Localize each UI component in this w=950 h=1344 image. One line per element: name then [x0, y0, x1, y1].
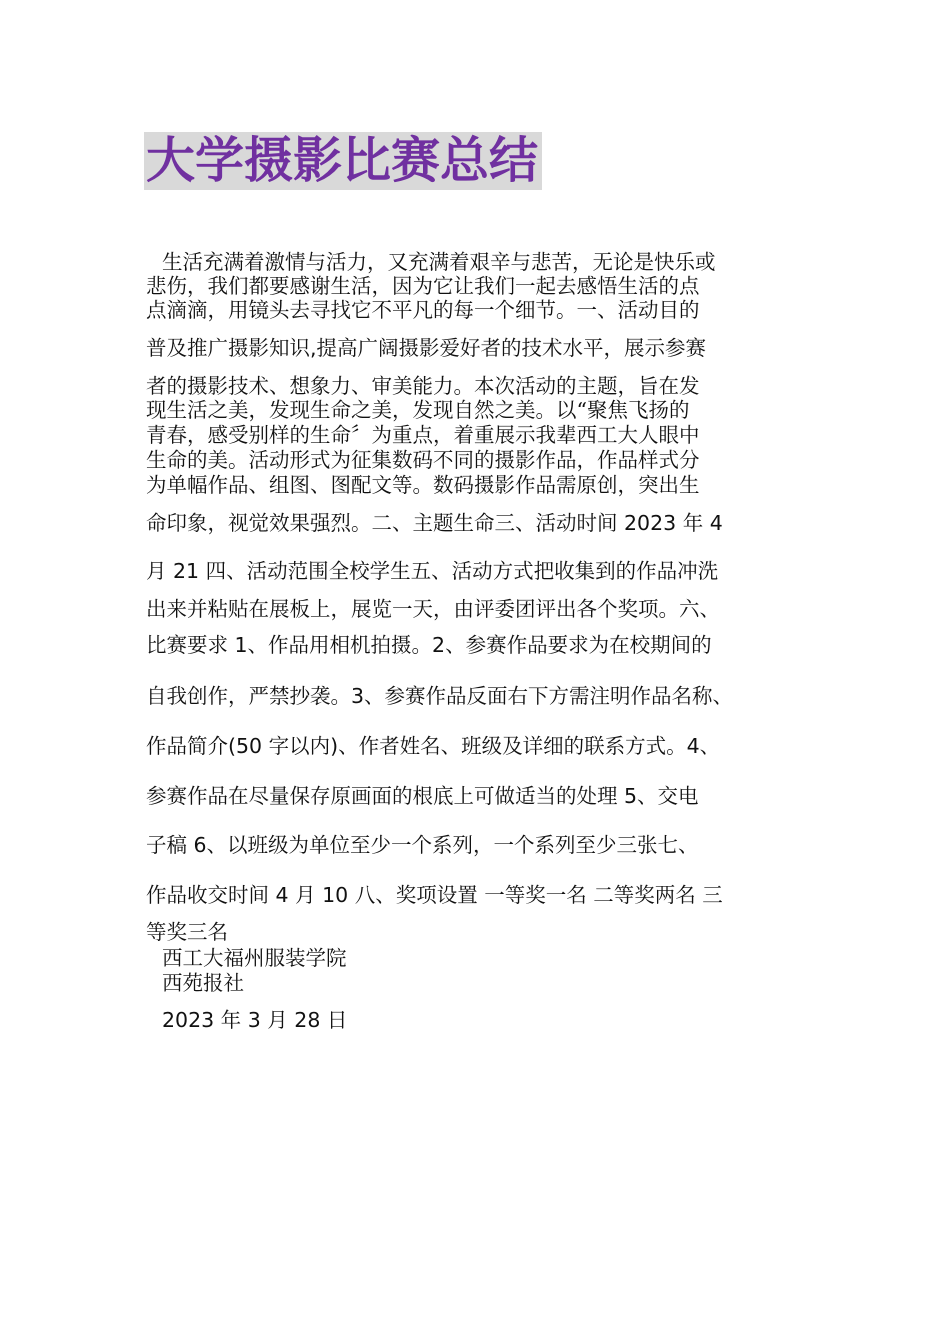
body-line: 出来并粘贴在展板上，展览一天，由评委团评出各个奖项。六、: [146, 597, 720, 621]
body-line: 者的摄影技术、想象力、审美能力。本次活动的主题，旨在发: [146, 374, 700, 398]
body-line: 比赛要求 1、作品用相机拍摄。2、参赛作品要求为在校期间的: [146, 633, 712, 657]
body-line: 命印象，视觉效果强烈。二、主题生命三、活动时间 2023 年 4: [146, 511, 723, 535]
body-line: 普及推广摄影知识,提高广阔摄影爱好者的技术水平，展示参赛: [146, 336, 707, 360]
body-line: 等奖三名: [146, 920, 228, 944]
signature-date: 2023 年 3 月 28 日: [162, 1008, 348, 1032]
body-line: 作品收交时间 4 月 10 八、奖项设置 一等奖一名 二等奖两名 三: [146, 883, 723, 907]
body-line: 青春，感受别样的生命〞为重点，着重展示我辈西工大人眼中: [146, 423, 700, 447]
body-line: 点滴滴，用镜头去寻找它不平凡的每一个细节。一、活动目的: [146, 298, 700, 322]
body-line: 作品简介(50 字以内)、作者姓名、班级及详细的联系方式。4、: [146, 734, 721, 758]
page-title: 大学摄影比赛总结: [146, 132, 539, 189]
body-line: 自我创作，严禁抄袭。3、参赛作品反面右下方需注明作品名称、: [146, 684, 734, 708]
title-highlight: [144, 132, 542, 190]
body-line: 生命的美。活动形式为征集数码不同的摄影作品，作品样式分: [146, 448, 700, 472]
signature-org: 西苑报社: [162, 971, 244, 995]
body-line: 子稿 6、以班级为单位至少一个系列，一个系列至少三张七、: [146, 833, 699, 857]
signature-org: 西工大福州服装学院: [162, 946, 347, 970]
body-line: 现生活之美，发现生命之美，发现自然之美。以“聚焦飞扬的: [146, 398, 690, 422]
body-line: 生活充满着激情与活力，又充满着艰辛与悲苦，无论是快乐或: [162, 250, 716, 274]
body-line: 月 21 四、活动范围全校学生五、活动方式把收集到的作品冲洗: [146, 559, 719, 583]
body-line: 悲伤，我们都要感谢生活，因为它让我们一起去感悟生活的点: [146, 274, 700, 298]
body-line: 为单幅作品、组图、图配文等。数码摄影作品需原创，突出生: [146, 473, 700, 497]
body-line: 参赛作品在尽量保存原画面的根底上可做适当的处理 5、交电: [146, 784, 699, 808]
